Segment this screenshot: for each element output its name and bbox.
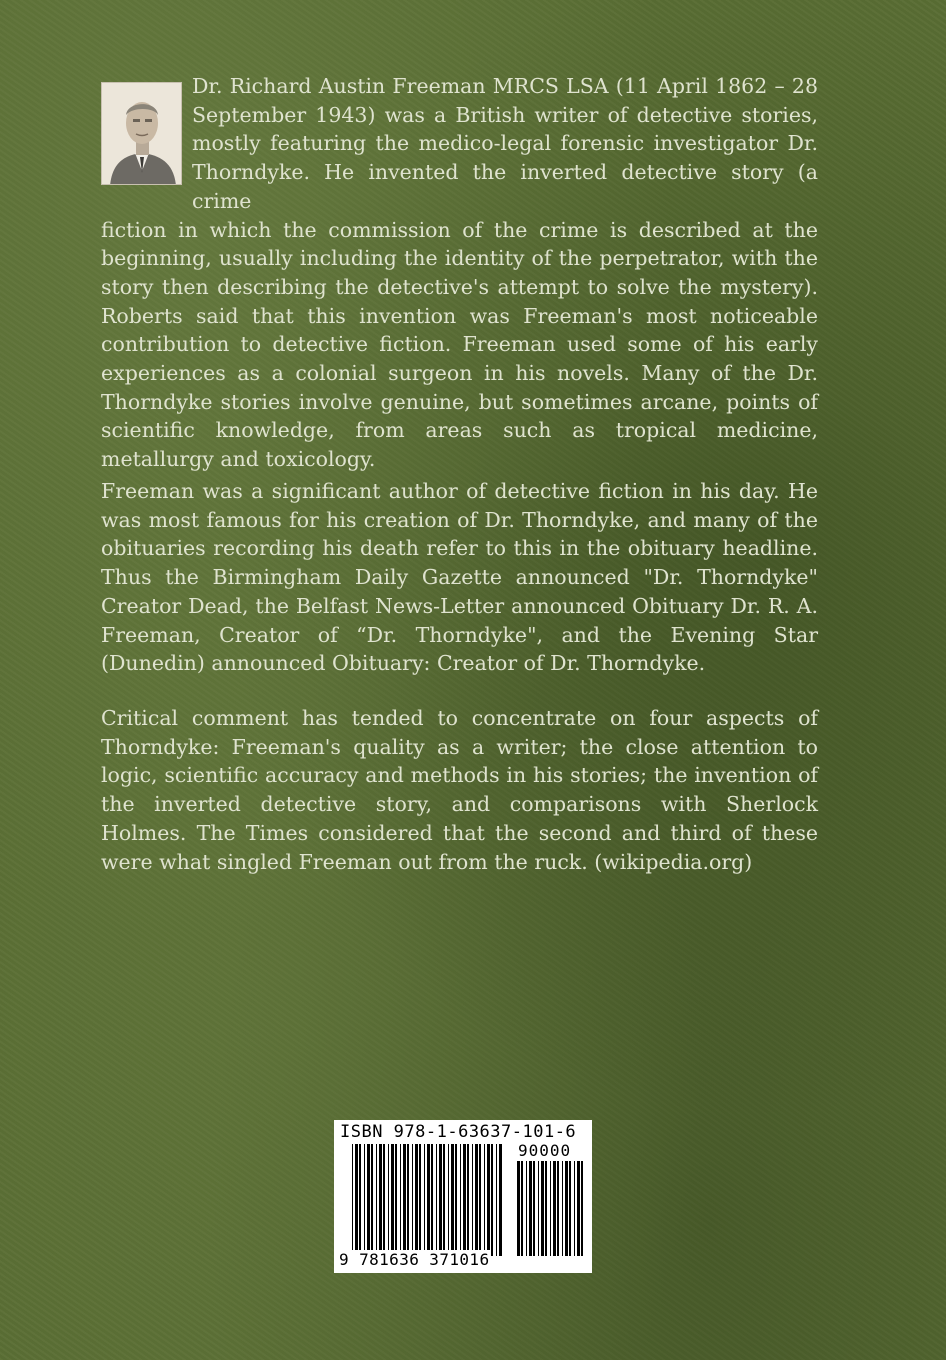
barcode-bar bbox=[574, 1161, 575, 1256]
barcode-bar bbox=[352, 1144, 353, 1256]
barcode-bar bbox=[367, 1144, 370, 1256]
isbn-barcode bbox=[334, 1120, 592, 1273]
barcode-bar bbox=[395, 1144, 397, 1256]
barcode-bar bbox=[383, 1144, 385, 1256]
barcode-bar bbox=[496, 1144, 497, 1256]
barcode-bar bbox=[439, 1144, 442, 1256]
isbn-label: ISBN 978-1-63637-101-6 bbox=[340, 1122, 577, 1142]
barcode-bar bbox=[487, 1144, 490, 1256]
barcode-bar bbox=[533, 1161, 535, 1256]
barcode-bar bbox=[550, 1161, 551, 1256]
barcode-bar bbox=[403, 1144, 406, 1256]
barcode-bar bbox=[541, 1161, 544, 1256]
paragraph-critical-comment: Critical comment has tended to concentrate on four aspects of Thorndyke: Freeman's quality as a writer; the close attention to logic, scientific accuracy and methods in his stories; the invention of the inverted detective story, and comparisons with Sherlock Holmes. The Times considered that the second and third of these were what singled Freeman out from the ruck. (wikipedia.org) bbox=[101, 706, 818, 874]
barcode-addon-bars bbox=[517, 1161, 583, 1256]
barcode-bar bbox=[355, 1144, 358, 1256]
barcode-bar bbox=[526, 1161, 527, 1256]
barcode-bar bbox=[424, 1144, 425, 1256]
barcode-bar bbox=[472, 1144, 473, 1256]
barcode-bar bbox=[569, 1161, 571, 1256]
barcode-bar bbox=[364, 1144, 365, 1256]
barcode-bar bbox=[419, 1144, 421, 1256]
barcode-main-bars bbox=[352, 1144, 504, 1256]
barcode-bar bbox=[491, 1144, 493, 1256]
barcode-bar bbox=[467, 1144, 469, 1256]
barcode-bar bbox=[553, 1161, 556, 1256]
barcode-bar bbox=[562, 1161, 563, 1256]
barcode-bar bbox=[460, 1144, 461, 1256]
barcode-bar bbox=[412, 1144, 413, 1256]
paragraph-significance: Freeman was a significant author of detective fiction in his day. He was most famous for his creation of Dr. Thorndyke, and many of the obituaries recording his death refer to this in the obituary headline. Thus the Birmingham Daily Gazette announced "Dr. Thorndyke" Creator Dead, the Belfast News-Letter announced Obituary Dr. R. A. Freeman, Creator of “Dr. Thorndyke", and the Evening Star (Dunedin) announced Obituary: Creator of Dr. Thorndyke. bbox=[101, 479, 818, 676]
paragraph-biography-intro: Dr. Richard Austin Freeman MRCS LSA (11 April 1862 – 28 September 1943) was a British writer of detective stories, mostly featuring the medico-legal forensic investigator Dr. Thorndyke. He invented the inverted detective story (a crime bbox=[192, 74, 818, 213]
barcode-bar bbox=[448, 1144, 449, 1256]
barcode-bar bbox=[521, 1161, 523, 1256]
barcode-bar bbox=[538, 1161, 539, 1256]
barcode-bar bbox=[400, 1144, 401, 1256]
barcode-bar bbox=[371, 1144, 373, 1256]
barcode-bar bbox=[577, 1161, 580, 1256]
paragraph-biography bbox=[101, 72, 818, 474]
barcode-addon-digits: 90000 bbox=[518, 1141, 572, 1160]
barcode-bar bbox=[415, 1144, 418, 1256]
barcode-bar bbox=[545, 1161, 547, 1256]
barcode-bar bbox=[455, 1144, 457, 1256]
barcode-bar bbox=[359, 1144, 361, 1256]
barcode-bar bbox=[388, 1144, 389, 1256]
barcode-bar bbox=[391, 1144, 394, 1256]
barcode-bar bbox=[376, 1144, 377, 1256]
barcode-bar bbox=[407, 1144, 409, 1256]
barcode-bar bbox=[557, 1161, 559, 1256]
barcode-bar bbox=[475, 1144, 478, 1256]
barcode-ean-digits: 9 781636 371016 bbox=[339, 1250, 490, 1269]
barcode-bar bbox=[379, 1144, 382, 1256]
barcode-bar bbox=[479, 1144, 481, 1256]
barcode-bar bbox=[484, 1144, 485, 1256]
barcode-bar bbox=[431, 1144, 433, 1256]
barcode-bar bbox=[499, 1144, 502, 1256]
barcode-bar bbox=[463, 1144, 466, 1256]
barcode-bar bbox=[451, 1144, 454, 1256]
barcode-bar bbox=[529, 1161, 532, 1256]
barcode-bar bbox=[517, 1161, 520, 1256]
paragraph-biography-rest: fiction in which the commission of the crime is described at the beginning, usually including the identity of the perpetrator, with the story then describing the detective's attempt to solve the mystery). Roberts said that this invention was Freeman's most noticeable contribution to detective fiction. Freeman used some of his early experiences as a colonial surgeon in his novels. Many of the Dr. Thorndyke stories involve genuine, but sometimes arcane, points of scientific knowledge, from areas such as tropical medicine, metallurgy and toxicology. bbox=[101, 217, 818, 472]
barcode-bar bbox=[427, 1144, 430, 1256]
barcode-bar bbox=[443, 1144, 445, 1256]
barcode-bar bbox=[581, 1161, 583, 1256]
barcode-bar bbox=[565, 1161, 568, 1256]
barcode-bar bbox=[436, 1144, 437, 1256]
